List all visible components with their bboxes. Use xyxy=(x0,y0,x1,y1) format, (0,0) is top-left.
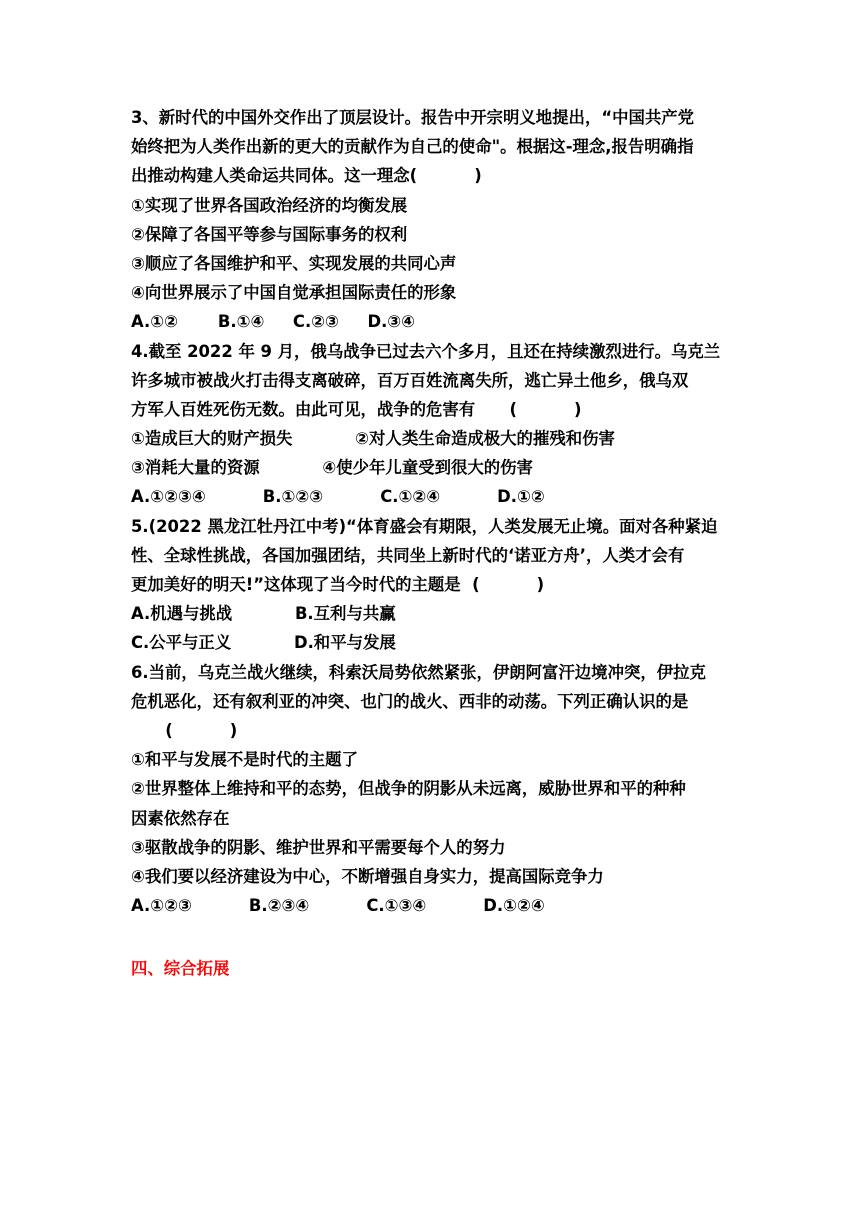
question-line: 性、全球性挑战，各国加强团结，共同坐上新时代的‘诺亚方舟’，人类才会有 xyxy=(131,545,685,565)
question-line: 许多城市被战火打击得支离破碎，百万百姓流离失所，逃亡异土他乡，俄乌双 xyxy=(131,370,689,390)
option-line: ④向世界展示了中国自觉承担国际责任的形象 xyxy=(131,283,457,303)
question-line: 方军人百姓死伤无数。由此可见，战争的危害有 ( ) xyxy=(131,399,582,419)
option-line: ③顺应了各国维护和平、实现发展的共同心声 xyxy=(131,253,457,273)
answer-choices: A.机遇与挑战 B.互利与共赢 xyxy=(131,604,396,624)
question-line: 4.截至 2022 年 9 月，俄乌战争已过去六个多月，且还在持续激烈进行。乌克兰 xyxy=(131,341,721,361)
question-line: 5.(2022 黑龙江牡丹江中考)“体育盛会有期限，人类发展无止境。面对各种紧迫 xyxy=(131,516,718,536)
question-line: 危机恶化，还有叙利亚的冲突、也门的战火、西非的动荡。下列正确认识的是 xyxy=(131,691,689,711)
option-line: ③驱散战争的阴影、维护世界和平需要每个人的努力 xyxy=(131,837,506,857)
question-line: 更加美好的明天!”这体现了当今时代的主题是 ( ) xyxy=(131,575,545,594)
option-line: ①实现了世界各国政治经济的均衡发展 xyxy=(131,195,408,215)
question-line: 3、新时代的中国外交作出了顶层设计。报告中开宗明义地提出，“中国共产党 xyxy=(131,108,695,127)
question-list xyxy=(131,103,736,920)
option-line: ④我们要以经济建设为中心，不断增强自身实力，提高国际竞争力 xyxy=(131,866,604,886)
question-line: 始终把为人类作出新的更大的贡献作为自己的使命"。根据这-理念,报告明确指 xyxy=(131,137,694,157)
question-line: ( ) xyxy=(131,720,238,740)
question-6 xyxy=(131,658,736,921)
question-line: 出推动构建人类命运共同体。这一理念( ) xyxy=(131,166,482,186)
option-line: ②保障了各国平等参与国际事务的权利 xyxy=(131,224,408,244)
question-line: 6.当前，乌克兰战火继续，科索沃局势依然紧张，伊朗阿富汗边境冲突，伊拉克 xyxy=(131,662,706,682)
question-4 xyxy=(131,337,736,512)
option-line: ③消耗大量的资源 ④使少年儿童受到很大的伤害 xyxy=(131,458,533,478)
answer-choices: A.①② B.①④ C.②③ D.③④ xyxy=(131,312,416,332)
answer-choices: A.①②③ B.②③④ C.①③④ D.①②④ xyxy=(131,896,545,916)
option-line: ①和平与发展不是时代的主题了 xyxy=(131,750,358,770)
option-line: ②世界整体上维持和平的态势，但战争的阴影从未远离，威胁世界和平的种种 xyxy=(131,779,686,799)
question-5 xyxy=(131,512,736,658)
option-line: ①造成巨大的财产损失 ②对人类生命造成极大的摧残和伤害 xyxy=(131,429,615,449)
answer-choices: C.公平与正义 D.和平与发展 xyxy=(131,633,396,653)
question-3 xyxy=(131,103,736,337)
answer-choices: A.①②③④ B.①②③ C.①②④ D.①② xyxy=(131,487,545,507)
section-title: 四、综合拓展 xyxy=(131,959,230,978)
option-line: 因素依然存在 xyxy=(131,808,230,828)
